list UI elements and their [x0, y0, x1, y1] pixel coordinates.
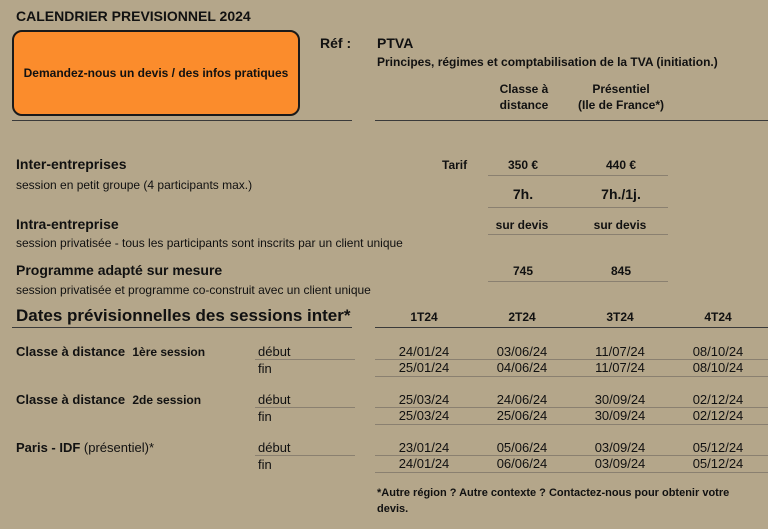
session-row-title-main: Paris - IDF: [16, 440, 81, 455]
session-row-title-sub: 2de session: [132, 393, 202, 407]
divider: [375, 472, 768, 473]
ref-code: PTVA: [377, 35, 414, 51]
date-cell: 05/12/24: [692, 456, 744, 471]
date-cell: 23/01/24: [398, 440, 450, 455]
session-row-title: [16, 440, 154, 455]
divider: [488, 281, 668, 282]
divider: [12, 327, 352, 328]
divider: [255, 455, 355, 456]
session-row-title: [16, 392, 201, 407]
date-cell: 24/06/24: [496, 392, 548, 407]
date-cell: 02/12/24: [692, 408, 744, 423]
divider: [488, 207, 668, 208]
date-cell: 25/03/24: [398, 392, 450, 407]
divider: [255, 407, 355, 408]
date-cell: 08/10/24: [692, 344, 744, 359]
date-cell: 05/12/24: [692, 440, 744, 455]
date-cell: 03/09/24: [594, 456, 646, 471]
date-cell: 04/06/24: [496, 360, 548, 375]
session-row-title-sub: (présentiel)*: [83, 440, 155, 455]
divider: [375, 376, 768, 377]
quote-request-button[interactable]: Demandez-nous un devis / des infos pratiques: [12, 30, 300, 116]
column-header-presentiel: [566, 81, 676, 113]
date-cell: 06/06/24: [496, 456, 548, 471]
ref-label: Réf :: [320, 35, 352, 51]
end-label: fin: [258, 361, 272, 376]
column-header-presentiel-line1: Présentiel: [592, 82, 650, 96]
intra-title: Intra-entreprise: [16, 216, 119, 232]
date-cell: 25/06/24: [496, 408, 548, 423]
session-row-title-main: Classe à distance: [16, 344, 126, 359]
date-cell: 03/06/24: [496, 344, 548, 359]
column-header-distance-line2: distance: [499, 98, 549, 112]
inter-price-presentiel: 440 €: [605, 158, 637, 172]
column-header-distance-line1: Classe à: [499, 82, 549, 96]
quarter-header: 4T24: [704, 310, 732, 324]
end-label: fin: [258, 409, 272, 424]
session-row-title-main: Classe à distance: [16, 392, 126, 407]
date-cell: 11/07/24: [595, 344, 645, 359]
column-header-distance: [484, 81, 564, 113]
quarter-header: 1T24: [410, 310, 438, 324]
session-row-title: [16, 344, 205, 359]
date-cell: 25/01/24: [398, 360, 450, 375]
divider: [375, 120, 768, 121]
intra-subtitle: session privatisée - tous les participants sont inscrits par un client unique: [16, 236, 403, 250]
custom-presentiel: 845: [610, 264, 632, 278]
footnote: *Autre région ? Autre contexte ? Contactez-nous pour obtenir votre devis.: [377, 487, 730, 515]
divider: [488, 234, 668, 235]
date-cell: 05/06/24: [496, 440, 548, 455]
tarif-label: Tarif: [442, 158, 468, 172]
column-header-presentiel-line2: (Ile de France*): [577, 98, 665, 112]
date-cell: 02/12/24: [692, 392, 744, 407]
custom-subtitle: session privatisée et programme co-construit avec un client unique: [16, 283, 371, 297]
divider: [375, 424, 768, 425]
inter-subtitle: session en petit groupe (4 participants max.): [16, 178, 253, 192]
inter-duration-distance: 7h.: [512, 186, 534, 202]
date-cell: 24/01/24: [398, 456, 450, 471]
start-label: début: [258, 344, 291, 359]
inter-duration-presentiel: 7h./1j.: [601, 186, 641, 202]
date-cell: 24/01/24: [398, 344, 450, 359]
divider: [255, 359, 355, 360]
quarter-header: 2T24: [508, 310, 536, 324]
date-cell: 30/09/24: [594, 392, 646, 407]
dates-title: Dates prévisionnelles des sessions inter*: [16, 306, 351, 325]
intra-presentiel: sur devis: [593, 218, 647, 232]
start-label: début: [258, 440, 291, 455]
divider: [12, 120, 352, 121]
intra-distance: sur devis: [495, 218, 549, 232]
date-cell: 25/03/24: [398, 408, 450, 423]
page-title: CALENDRIER PREVISIONNEL 2024: [16, 8, 251, 24]
inter-price-distance: 350 €: [507, 158, 539, 172]
date-cell: 03/09/24: [594, 440, 646, 455]
inter-title: Inter-entreprises: [16, 156, 127, 172]
divider: [375, 327, 768, 328]
ref-description: Principes, régimes et comptabilisation de la TVA (initiation.): [377, 55, 718, 69]
quarter-header: 3T24: [606, 310, 634, 324]
start-label: début: [258, 392, 291, 407]
custom-distance: 745: [512, 264, 534, 278]
date-cell: 08/10/24: [692, 360, 744, 375]
session-row-title-sub: 1ère session: [132, 345, 206, 359]
date-cell: 30/09/24: [594, 408, 646, 423]
divider: [488, 175, 668, 176]
date-cell: 11/07/24: [595, 360, 645, 375]
end-label: fin: [258, 457, 272, 472]
custom-title: Programme adapté sur mesure: [16, 262, 223, 278]
